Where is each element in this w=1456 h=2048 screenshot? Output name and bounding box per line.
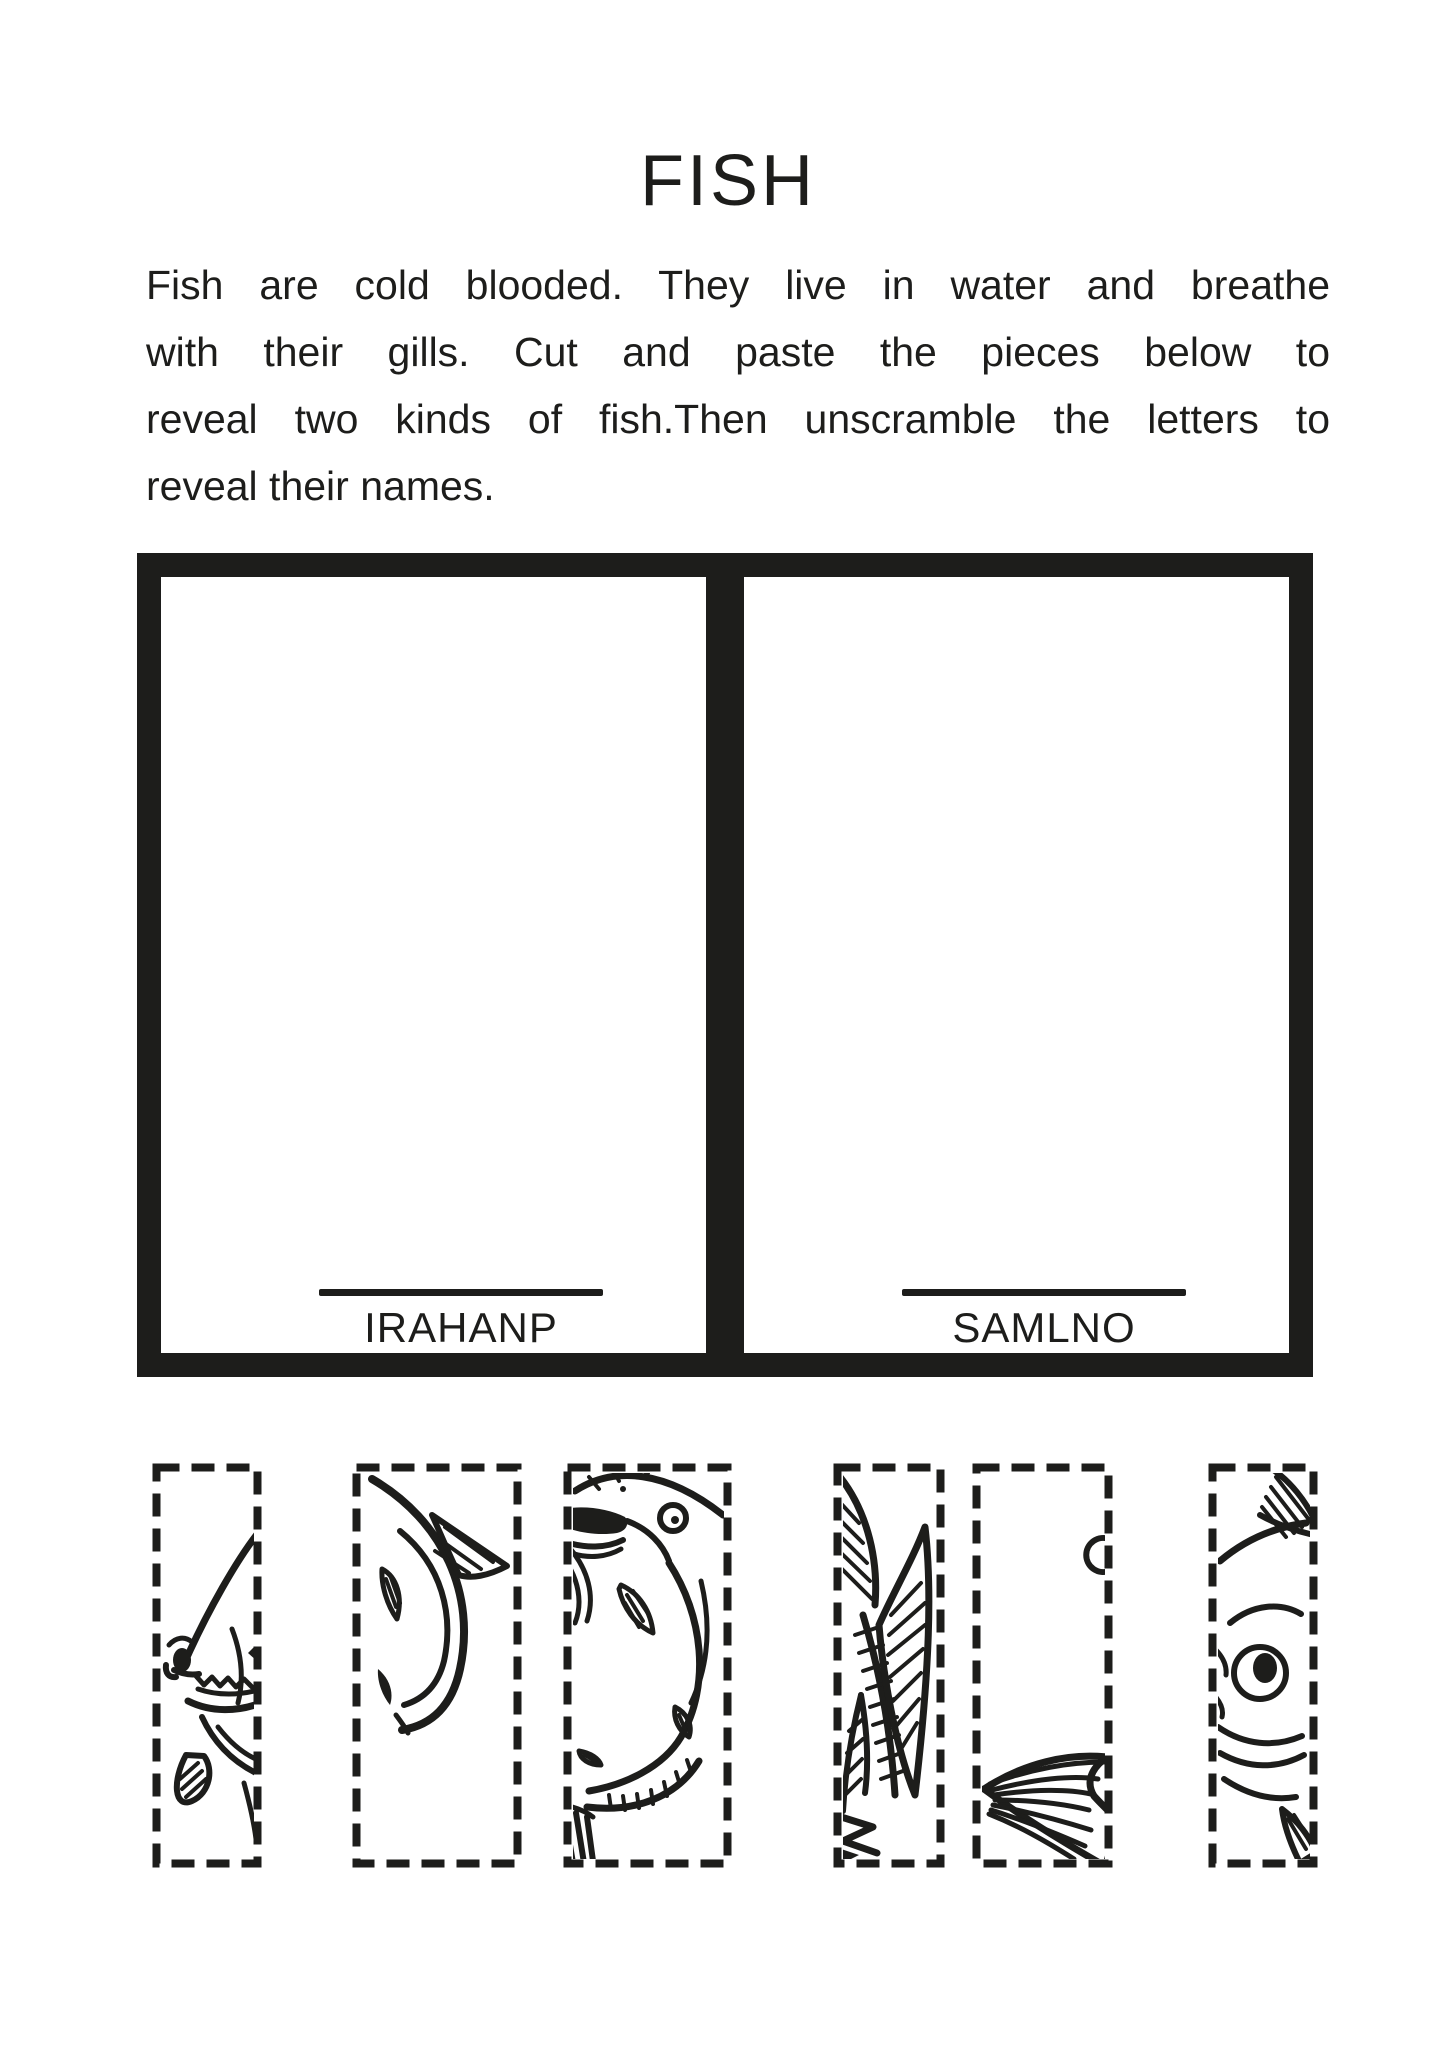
- answer-area-left: [319, 1289, 603, 1352]
- puzzle-piece-4[interactable]: [833, 1463, 945, 1868]
- instruction-line: reveal two kinds of fish.Then unscramble the letters to: [146, 396, 1330, 442]
- answer-area-right: [902, 1289, 1186, 1352]
- fish-back-illustration: [352, 1463, 522, 1868]
- puzzle-piece-1[interactable]: [152, 1463, 262, 1868]
- instruction-line: with their gills. Cut and paste the pieces below to: [146, 329, 1330, 375]
- paste-box-left[interactable]: [161, 577, 706, 1353]
- piranha-face-illustration: [1208, 1463, 1318, 1868]
- puzzle-piece-2[interactable]: [352, 1463, 522, 1868]
- scrambled-word-right: SAMLNO: [952, 1304, 1136, 1351]
- instruction-line: Fish are cold blooded. They live in water and breathe: [146, 262, 1330, 308]
- puzzle-piece-3[interactable]: [563, 1463, 732, 1868]
- instruction-line: reveal their names.: [146, 463, 495, 509]
- scrambled-word-left: IRAHANP: [364, 1304, 558, 1351]
- answer-line: [902, 1289, 1186, 1296]
- instructions-paragraph: [146, 252, 1330, 520]
- fin-spine-illustration: [833, 1463, 945, 1868]
- puzzle-piece-6[interactable]: [1208, 1463, 1318, 1868]
- piranha-head-illustration: [152, 1463, 262, 1868]
- answer-line: [319, 1289, 603, 1296]
- catfish-head-illustration: [563, 1463, 732, 1868]
- paste-box-right[interactable]: [744, 577, 1289, 1353]
- puzzle-piece-5[interactable]: [972, 1463, 1113, 1868]
- forked-tail-illustration: [972, 1463, 1113, 1868]
- worksheet-title: FISH: [639, 141, 816, 221]
- paste-frame: [137, 553, 1313, 1377]
